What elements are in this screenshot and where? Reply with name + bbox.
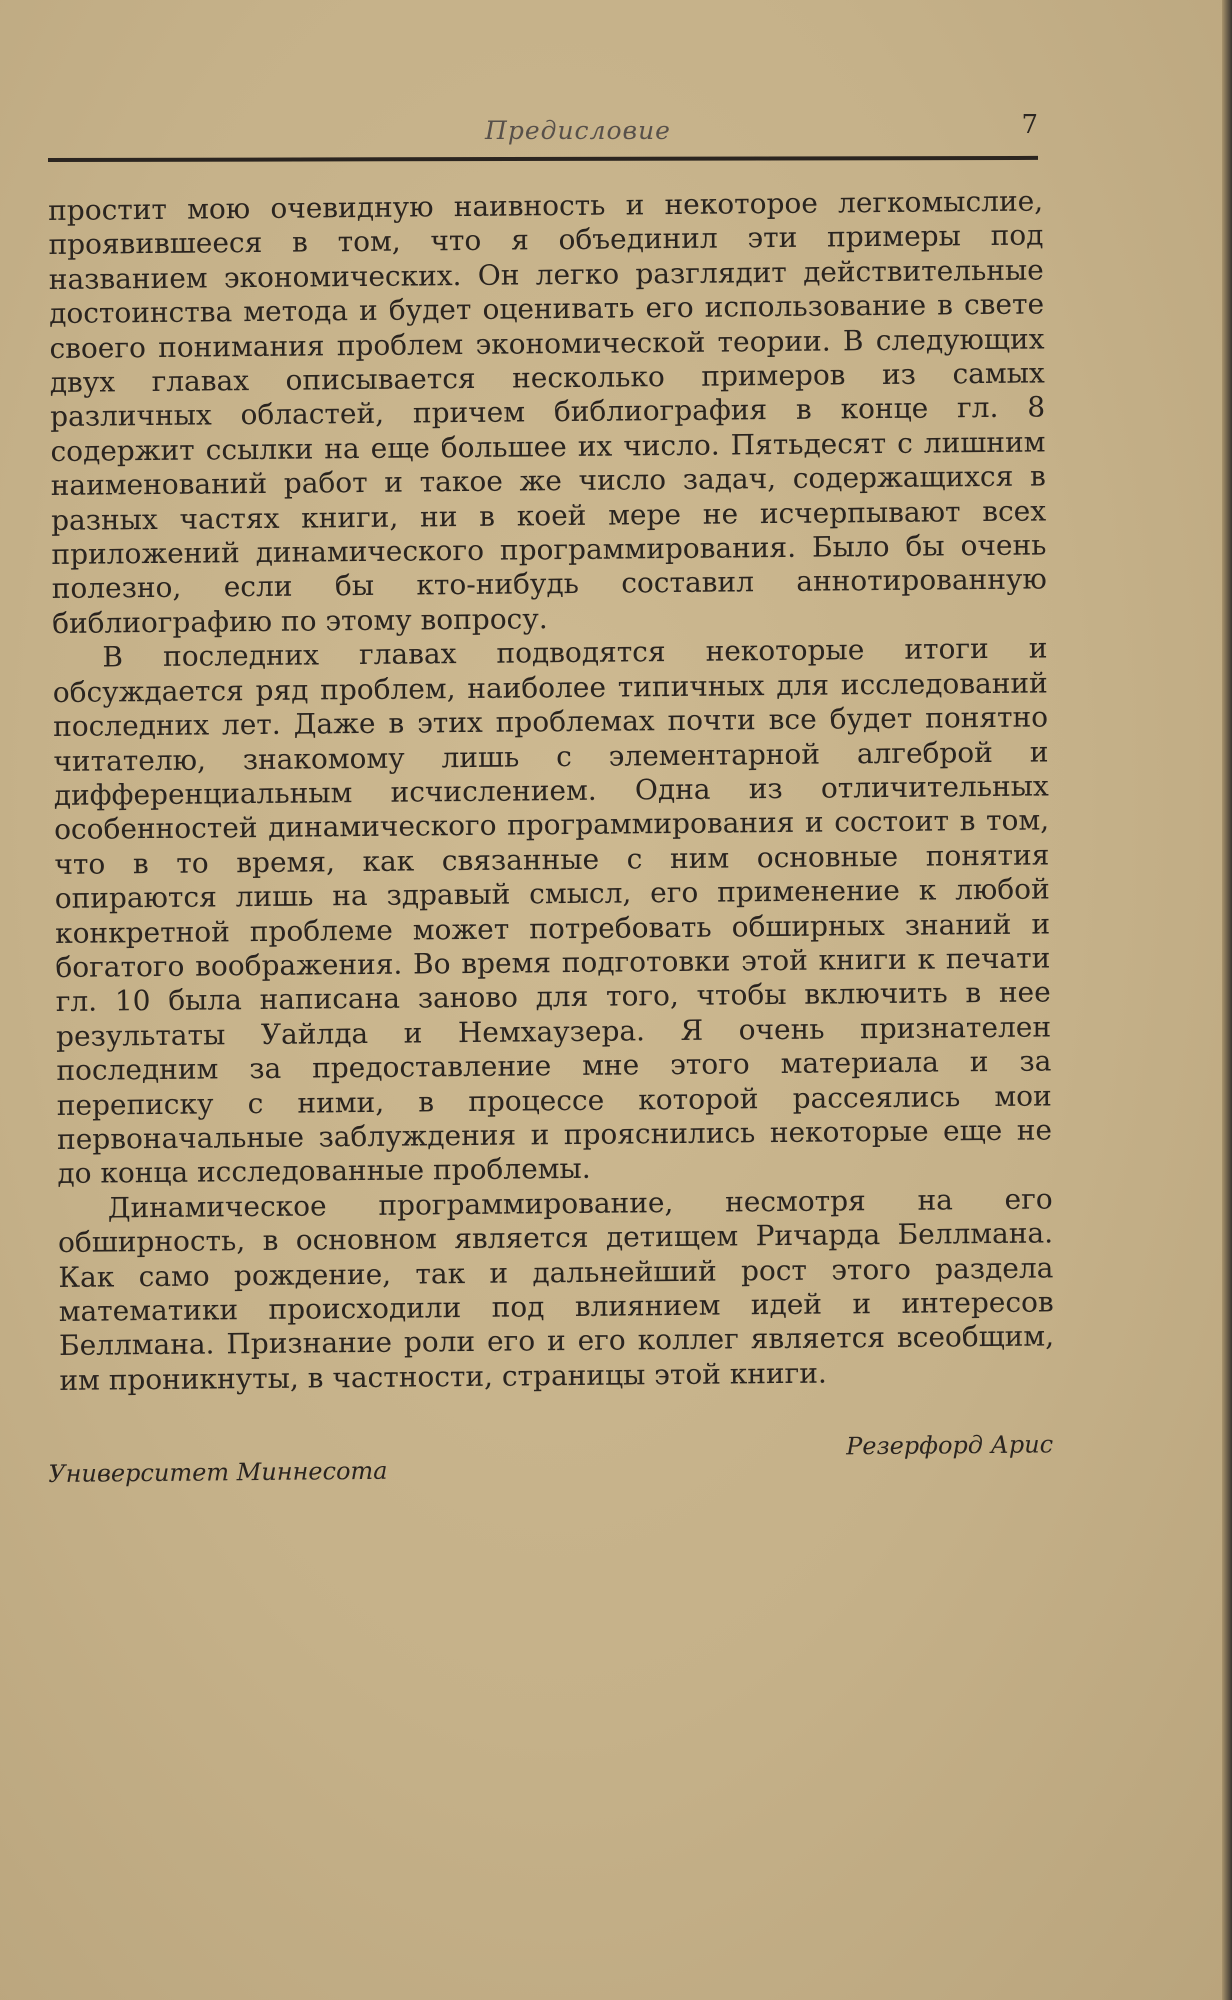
signature-block: [48, 1430, 1054, 1500]
header-rule: [48, 156, 1038, 162]
body-text: [48, 184, 1055, 1398]
paragraph-continued: простит мою очевидную наивность и некоторое легкомыслие, проявившееся в том, что я объединил эти примеры под названием экономических. Он легко разглядит действительные достоинства метода и будет оценивать его использование в свете своего понимания проблем экономической теории. В следующих двух главах описывается несколько примеров из самых различных областей, причем библиография в конце гл. 8 содержит ссылки на еще большее их число. Пятьдесят с лишним наименований работ и такое же число задач, содержащихся в разных частях книги, ни в коей мере не исчерпывают всех приложений динамического программирования. Было бы очень полезно, если бы кто-нибудь составил аннотированную библиографию по этому вопросу.: [48, 184, 1047, 640]
paragraph: В последних главах подводятся некоторые итоги и обсуждается ряд проблем, наиболее типичных для исследований последних лет. Даже в этих проблемах почти все будет понятно читателю, знакомому лишь с элементарной алгеброй и дифференциальным исчислением. Одна из отличительных особенностей динамического программирования и состоит в том, что в то время, как связанные с ним основные понятия опираются лишь на здравый смысл, его применение к любой конкретной проблеме может потребовать обширных знаний и богатого воображения. Во время подготовки этой книги к печати гл. 10 была написана заново для того, чтобы включить в нее результаты Уайлда и Немхаузера. Я очень признателен последним за предоставление мне этого материала и за переписку с ними, в процессе которой рассеялись мои первоначальные заблуждения и прояснились некоторые еще не до конца исследованные проблемы.: [52, 631, 1053, 1191]
page-number: 7: [1021, 110, 1038, 140]
paragraph: Динамическое программирование, несмотря на его обширность, в основном является детищем Ричарда Беллмана. Как само рождение, так и дальнейший рост этого раздела математики происходили под влиянием идей и интересов Беллмана. Признание роли его и его коллег является всеобщим, им проникнуты, в частности, страницы этой книги.: [57, 1182, 1055, 1397]
running-header-title: Предисловие: [485, 116, 671, 145]
author-name: Резерфорд Арис: [846, 1430, 1054, 1461]
running-header: [48, 106, 1038, 166]
author-affiliation: Университет Миннесота: [48, 1456, 388, 1488]
